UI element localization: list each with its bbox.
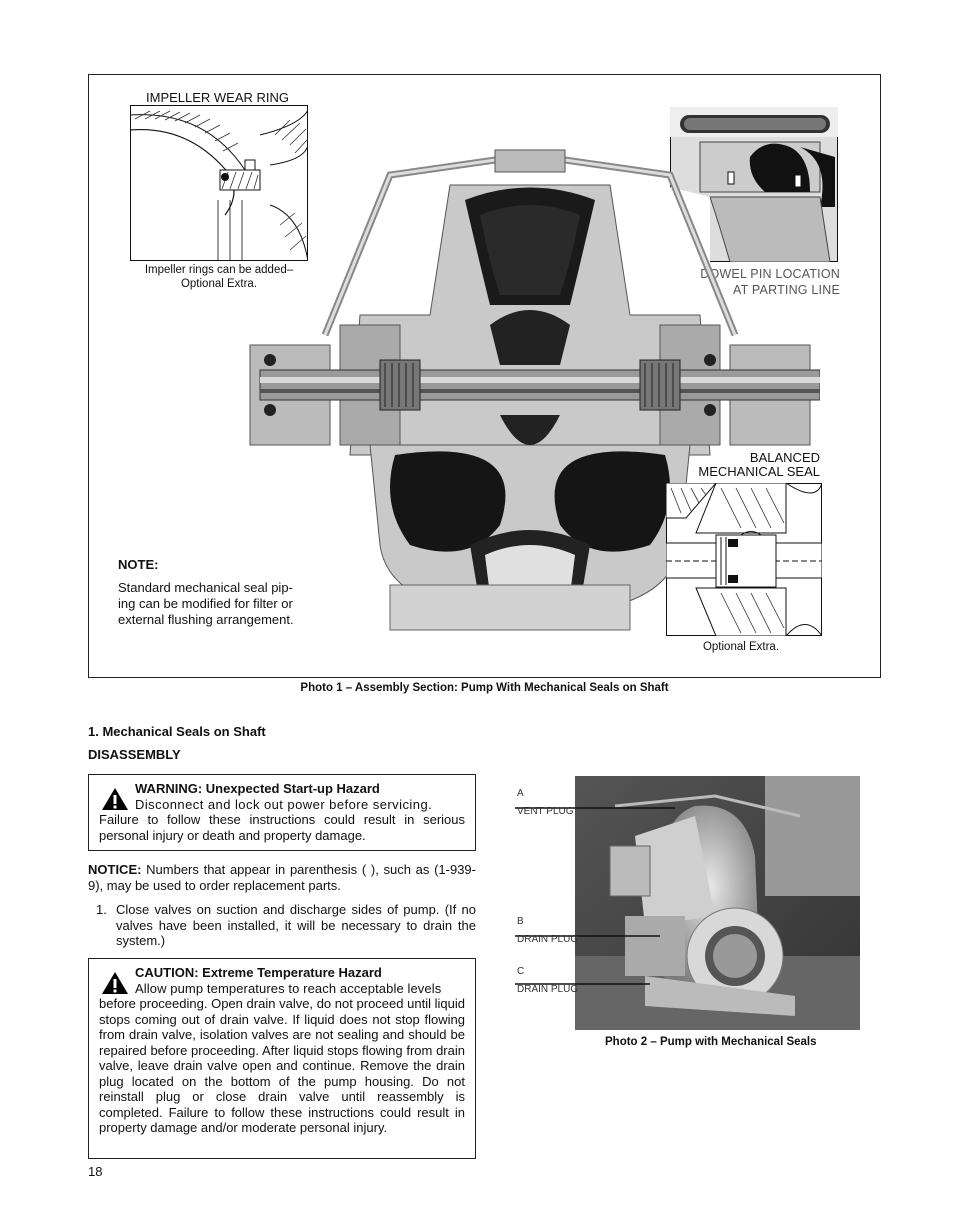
warning-triangle-icon bbox=[101, 787, 129, 811]
warning-line1: Disconnect and lock out power before servicing. bbox=[135, 796, 433, 812]
notice-paragraph bbox=[88, 862, 476, 894]
warning-box bbox=[88, 774, 476, 851]
impeller-caption-line1: Impeller rings can be added– bbox=[144, 264, 294, 276]
note-heading: NOTE: bbox=[118, 557, 159, 572]
warning-text: Failure to follow these instructions could result in serious personal injury or death and property damage. bbox=[99, 812, 465, 843]
section-heading: 1. Mechanical Seals on Shaft bbox=[88, 724, 266, 739]
caution-text: before proceeding. Open drain valve, do not proceed until liquid stops coming out of drain valve. If liquid does not stop flowing from drain valve, isolation valves are not sealing and should be repaired before proceeding. After liquid stops flowing from drain valve, leave drain valve open and continue. Remove the drain plug located on the bottom of the pump housing. Do not reinstall plug or close drain valve until reassembly is completed. Failure to follow these instructions could result in property damage and/or moderate personal injury. bbox=[99, 996, 465, 1135]
impeller-caption-line2: Optional Extra. bbox=[180, 278, 258, 290]
step-text: Close valves on suction and discharge sides of pump. (If no valves have been installed, it will be necessary to drain the system.) bbox=[116, 902, 476, 948]
notice-label: NOTICE: bbox=[88, 862, 142, 877]
photo2-caption: Photo 2 – Pump with Mechanical Seals bbox=[605, 1036, 817, 1048]
photo2-drain-plug-b-label: DRAIN PLUG bbox=[517, 934, 579, 945]
note-line3: external flushing arrangement. bbox=[118, 612, 294, 627]
dowel-pin-label-line2: AT PARTING LINE bbox=[733, 283, 840, 297]
balanced-seal-label-line2: MECHANICAL SEAL bbox=[698, 464, 820, 479]
impeller-wear-ring-label: IMPELLER WEAR RING bbox=[146, 90, 290, 105]
note-line1: Standard mechanical seal pip- bbox=[118, 580, 293, 595]
photo2-label-b: B bbox=[517, 916, 524, 927]
photo2-drain-plug-c-label: DRAIN PLUG bbox=[517, 984, 579, 995]
photo2-label-a: A bbox=[517, 788, 524, 799]
caution-title: CAUTION: Extreme Temperature Hazard bbox=[135, 965, 382, 980]
dowel-pin-label-line1: DOWEL PIN LOCATION bbox=[700, 267, 840, 281]
caution-box bbox=[88, 958, 476, 1159]
page-number: 18 bbox=[88, 1164, 103, 1179]
note-text bbox=[118, 580, 294, 628]
step-number: 1. bbox=[96, 902, 107, 917]
step-item bbox=[96, 902, 476, 949]
section-subheading: DISASSEMBLY bbox=[88, 747, 181, 762]
photo2-vent-plug-label: VENT PLUG bbox=[517, 806, 574, 817]
caution-line1: Allow pump temperatures to reach acceptable levels bbox=[135, 980, 442, 996]
note-line2: ing can be modified for filter or bbox=[118, 596, 293, 611]
photo2-label-c: C bbox=[517, 966, 525, 977]
balanced-mechanical-seal-detail-drawing bbox=[666, 483, 822, 636]
notice-text: Numbers that appear in parenthesis ( ), such as (1-939-9), may be used to order replacement parts. bbox=[88, 862, 476, 893]
balanced-seal-caption: Optional Extra. bbox=[702, 641, 780, 653]
caution-triangle-icon bbox=[101, 971, 129, 995]
photo1-caption: Photo 1 – Assembly Section: Pump With Mechanical Seals on Shaft bbox=[300, 682, 669, 694]
warning-title: WARNING: Unexpected Start-up Hazard bbox=[135, 781, 380, 796]
balanced-seal-label-line1: BALANCED bbox=[749, 450, 820, 465]
